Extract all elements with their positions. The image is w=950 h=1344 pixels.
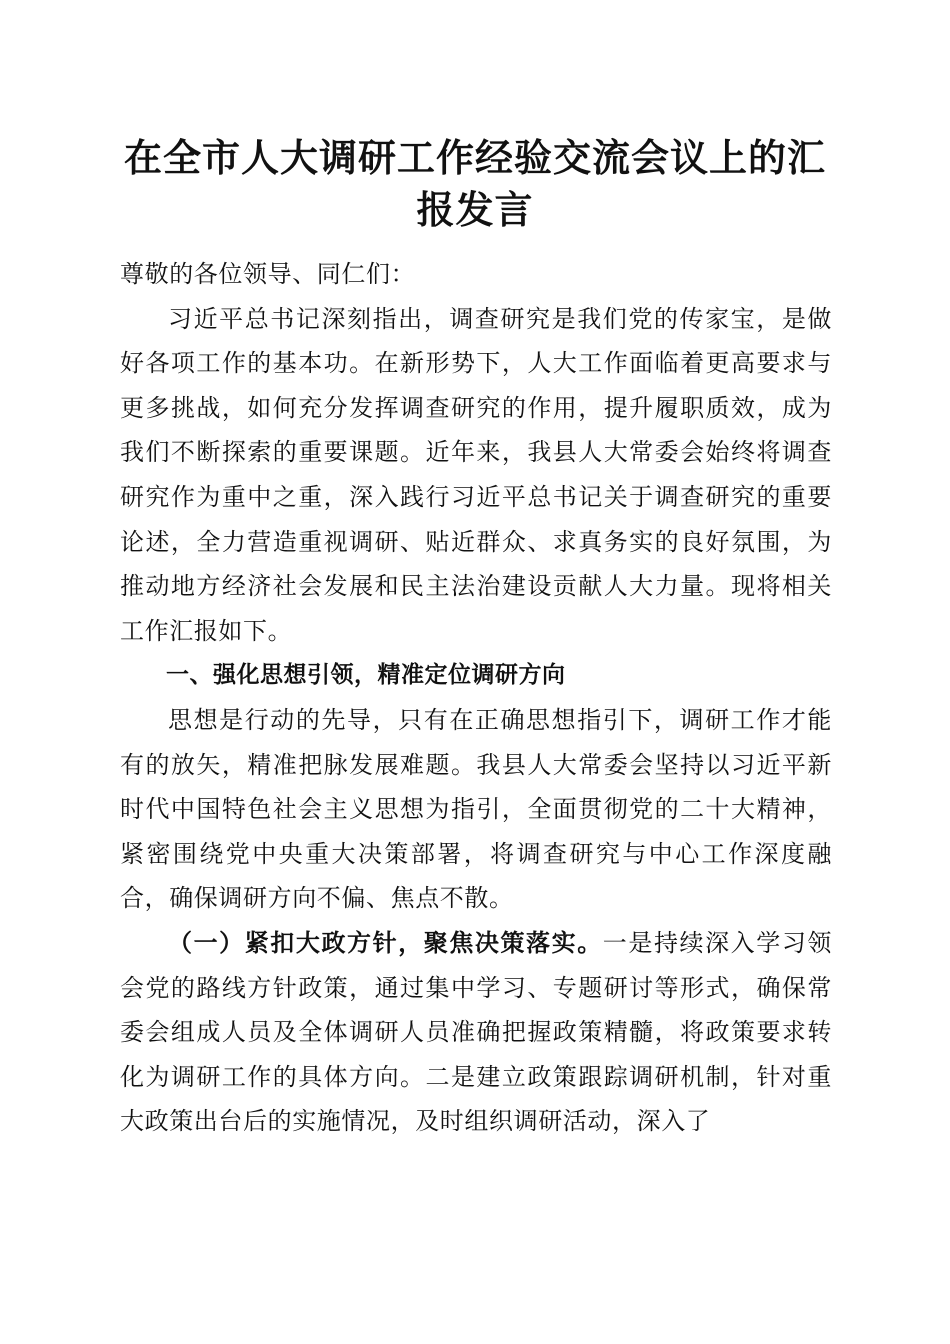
document-title: 在全市人大调研工作经验交流会议上的汇报发言 <box>123 135 826 232</box>
subsection-1-text: 一是持续深入学习领会党的路线方针政策，通过集中学习、专题研讨等形式，确保常委会组成人员及全体调研人员准确把握政策精髓，将政策要求转化为调研工作的具体方向。二是建立政策跟踪调研机制，针对重大政策出台后的实施情况，及时组织调研活动，深入了 <box>120 928 833 1136</box>
greeting: 尊敬的各位领导、同仁们： <box>120 260 416 288</box>
subsection-1-paragraph <box>120 921 832 1144</box>
subsection-1-heading: （一）紧扣大政方针，聚焦决策落实。 <box>168 927 603 957</box>
section-1-paragraph: 思想是行动的先导，只有在正确思想指引下，调研工作才能有的放矢，精准把脉发展难题。我县人大常委会坚持以习近平新时代中国特色社会主义思想为指引，全面贯彻党的二十大精神，紧密围绕党中央重大决策部署，将调查研究与中心工作深度融合，确保调研方向不偏、焦点不散。 <box>120 705 832 913</box>
section-1-heading: 一、强化思想引领，精准定位调研方向 <box>166 662 566 689</box>
intro-paragraph: 习近平总书记深刻指出，调查研究是我们党的传家宝，是做好各项工作的基本功。在新形势下，人大工作面临着更高要求与更多挑战，如何充分发挥调查研究的作用，提升履职质效，成为我们不断探索的重要课题。近年来，我县人大常委会始终将调查研究作为重中之重，深入践行习近平总书记关于调查研究的重要论述，全力营造重视调研、贴近群众、求真务实的良好氛围，为推动地方经济社会发展和民主法治建设贡献人大力量。现将相关工作汇报如下。 <box>120 304 832 645</box>
document-body <box>120 252 832 1144</box>
